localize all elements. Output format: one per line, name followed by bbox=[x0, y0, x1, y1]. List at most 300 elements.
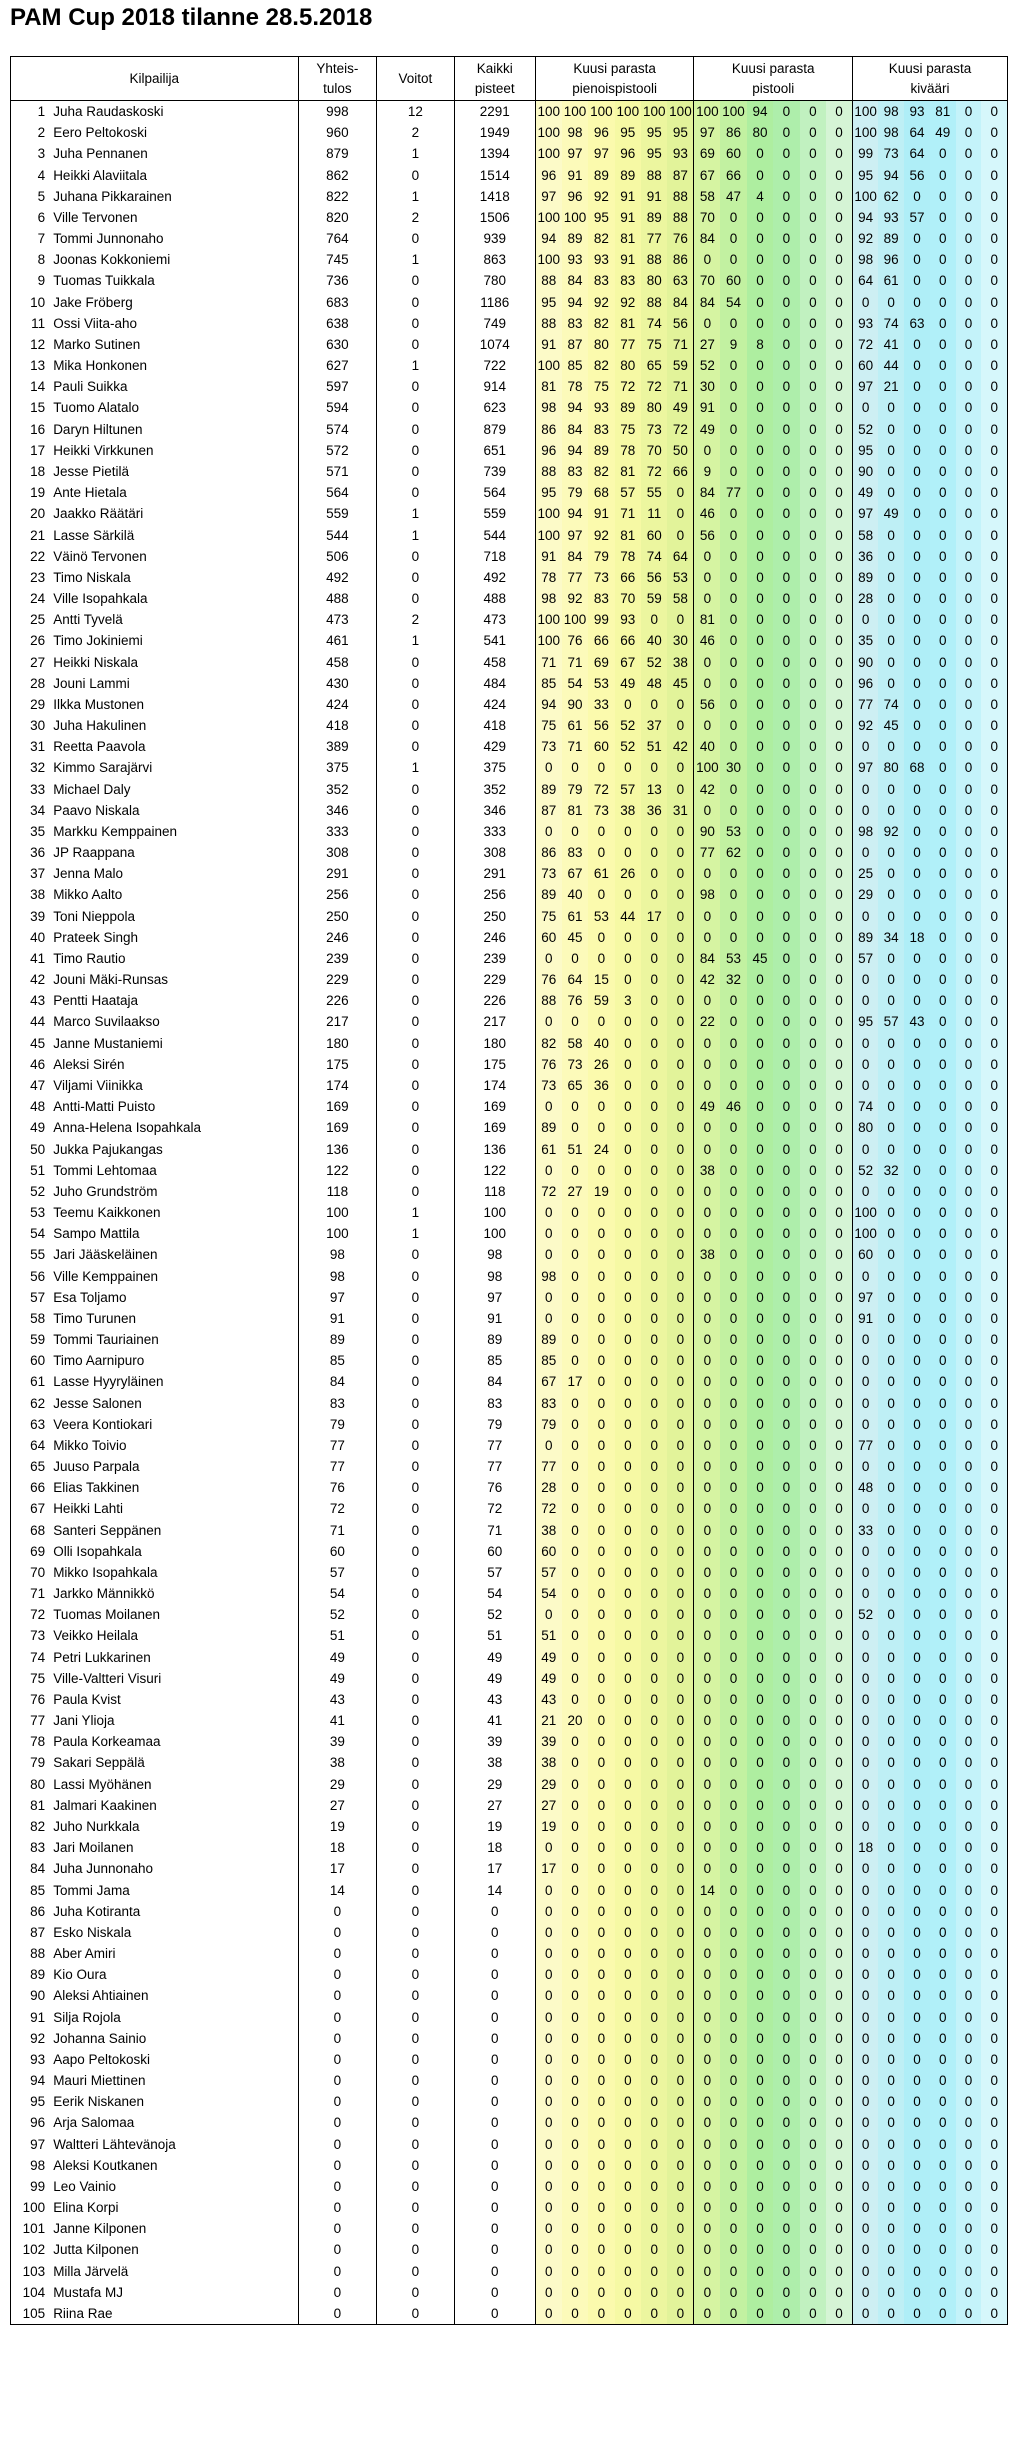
table-row bbox=[11, 2155, 1008, 2176]
rifle-score: 0 bbox=[956, 1498, 982, 1519]
pistol-score: 0 bbox=[747, 1138, 773, 1159]
pistol-score: 0 bbox=[773, 376, 799, 397]
table-row bbox=[11, 588, 1008, 609]
air-pistol-score: 89 bbox=[535, 1329, 561, 1350]
table-row bbox=[11, 1710, 1008, 1731]
wins-count: 0 bbox=[377, 1414, 454, 1435]
wins-count: 1 bbox=[377, 355, 454, 376]
rifle-score: 0 bbox=[930, 1414, 956, 1435]
total-score: 84 bbox=[298, 1371, 377, 1392]
pistol-score: 0 bbox=[747, 969, 773, 990]
rank-cell: 89 bbox=[11, 1964, 50, 1985]
air-pistol-score: 0 bbox=[588, 2218, 614, 2239]
rank-cell: 39 bbox=[11, 906, 50, 927]
pistol-score: 0 bbox=[694, 1265, 720, 1286]
air-pistol-score: 0 bbox=[588, 2197, 614, 2218]
rifle-score: 0 bbox=[853, 2112, 879, 2133]
air-pistol-score: 0 bbox=[562, 2006, 588, 2027]
pistol-score: 0 bbox=[800, 482, 826, 503]
rifle-score: 0 bbox=[904, 2218, 930, 2239]
air-pistol-score: 0 bbox=[667, 1689, 693, 1710]
competitor-name: Jake Fröberg bbox=[53, 294, 133, 310]
rank-cell: 100 bbox=[11, 2197, 50, 2218]
pistol-score: 0 bbox=[747, 503, 773, 524]
pistol-score: 0 bbox=[800, 461, 826, 482]
rifle-score: 0 bbox=[981, 2049, 1007, 2070]
rifle-score: 0 bbox=[904, 503, 930, 524]
air-pistol-score: 81 bbox=[615, 228, 641, 249]
pistol-score: 0 bbox=[826, 143, 852, 164]
rifle-score: 68 bbox=[904, 757, 930, 778]
air-pistol-score: 71 bbox=[615, 503, 641, 524]
rifle-score: 0 bbox=[904, 1456, 930, 1477]
competitor-name: Arja Salomaa bbox=[53, 2115, 135, 2131]
air-pistol-score: 89 bbox=[535, 884, 561, 905]
rifle-score: 0 bbox=[956, 1689, 982, 1710]
pistol-score: 0 bbox=[694, 313, 720, 334]
total-score: 89 bbox=[298, 1329, 377, 1350]
air-pistol-score: 87 bbox=[562, 334, 588, 355]
competitor-name: Lasse Hyyryläinen bbox=[53, 1374, 164, 1390]
rank-cell: 44 bbox=[11, 1011, 50, 1032]
air-pistol-score: 81 bbox=[615, 524, 641, 545]
air-pistol-score: 0 bbox=[562, 1901, 588, 1922]
rifle-score: 0 bbox=[956, 1096, 982, 1117]
rifle-score: 0 bbox=[956, 609, 982, 630]
competitor-name: Ville Tervonen bbox=[53, 209, 138, 225]
air-pistol-score: 0 bbox=[667, 1096, 693, 1117]
rifle-score: 0 bbox=[956, 1414, 982, 1435]
pistol-score: 0 bbox=[720, 2049, 746, 2070]
air-pistol-score: 0 bbox=[667, 1943, 693, 1964]
air-pistol-score: 0 bbox=[667, 927, 693, 948]
rifle-score: 0 bbox=[930, 1075, 956, 1096]
competitor-name: Paula Korkeamaa bbox=[53, 1734, 161, 1750]
rifle-score: 0 bbox=[956, 143, 982, 164]
air-pistol-score: 0 bbox=[667, 1456, 693, 1477]
header-all-points[interactable] bbox=[454, 57, 535, 101]
rifle-score: 0 bbox=[981, 1096, 1007, 1117]
competitor-name: Lasse Särkilä bbox=[53, 527, 135, 543]
wins-count: 0 bbox=[377, 546, 454, 567]
rifle-score: 0 bbox=[904, 1371, 930, 1392]
pistol-score: 0 bbox=[826, 292, 852, 313]
rifle-score: 0 bbox=[878, 779, 904, 800]
pistol-score: 100 bbox=[720, 101, 746, 123]
competitor-name: Jani Ylioja bbox=[53, 1713, 115, 1729]
air-pistol-score: 49 bbox=[535, 1668, 561, 1689]
pistol-score: 0 bbox=[747, 2261, 773, 2282]
pistol-score: 0 bbox=[720, 609, 746, 630]
rank-cell: 92 bbox=[11, 2028, 50, 2049]
all-points: 169 bbox=[454, 1117, 535, 1138]
pistol-score: 0 bbox=[800, 1308, 826, 1329]
air-pistol-score: 0 bbox=[615, 927, 641, 948]
pistol-score: 0 bbox=[826, 1943, 852, 1964]
pistol-score: 0 bbox=[826, 482, 852, 503]
competitor-name: Viljami Viinikka bbox=[53, 1077, 143, 1093]
rifle-score: 0 bbox=[981, 2197, 1007, 2218]
rifle-score: 0 bbox=[878, 2155, 904, 2176]
pistol-score: 0 bbox=[800, 969, 826, 990]
air-pistol-score: 0 bbox=[588, 2176, 614, 2197]
competitor-name: Reetta Paavola bbox=[53, 739, 146, 755]
pistol-score: 0 bbox=[826, 2239, 852, 2260]
pistol-score: 0 bbox=[694, 2028, 720, 2049]
table-row bbox=[11, 1752, 1008, 1773]
pistol-score: 0 bbox=[800, 1392, 826, 1413]
pistol-score: 0 bbox=[826, 1498, 852, 1519]
wins-count: 0 bbox=[377, 948, 454, 969]
pistol-score: 0 bbox=[747, 1922, 773, 1943]
air-pistol-score: 0 bbox=[588, 2155, 614, 2176]
rifle-score: 0 bbox=[956, 1541, 982, 1562]
competitor-name: Waltteri Lähtevänoja bbox=[53, 2136, 176, 2152]
competitor-name: Joonas Kokkoniemi bbox=[53, 252, 171, 268]
total-score: 0 bbox=[298, 2261, 377, 2282]
air-pistol-score: 0 bbox=[615, 1371, 641, 1392]
table-row bbox=[11, 715, 1008, 736]
rifle-score: 0 bbox=[904, 800, 930, 821]
pistol-score: 80 bbox=[747, 122, 773, 143]
rifle-score: 0 bbox=[904, 2049, 930, 2070]
air-pistol-score: 0 bbox=[641, 969, 667, 990]
pistol-score: 0 bbox=[773, 1244, 799, 1265]
rifle-score: 0 bbox=[930, 1244, 956, 1265]
total-score: 574 bbox=[298, 419, 377, 440]
pistol-score: 0 bbox=[800, 948, 826, 969]
all-points: 780 bbox=[454, 270, 535, 291]
competitor-name: Juho Grundström bbox=[53, 1183, 158, 1199]
air-pistol-score: 0 bbox=[615, 821, 641, 842]
air-pistol-score: 89 bbox=[615, 397, 641, 418]
air-pistol-score: 0 bbox=[667, 1414, 693, 1435]
air-pistol-score: 0 bbox=[588, 1329, 614, 1350]
pistol-score: 0 bbox=[694, 800, 720, 821]
pistol-score: 9 bbox=[694, 461, 720, 482]
air-pistol-score: 84 bbox=[562, 270, 588, 291]
rifle-score: 0 bbox=[930, 2134, 956, 2155]
rifle-score: 0 bbox=[956, 1054, 982, 1075]
air-pistol-score: 0 bbox=[535, 1837, 561, 1858]
competitor-name: Esko Niskala bbox=[53, 1924, 132, 1940]
air-pistol-score: 0 bbox=[615, 2091, 641, 2112]
wins-count: 0 bbox=[377, 2239, 454, 2260]
pistol-score: 0 bbox=[720, 630, 746, 651]
rifle-score: 0 bbox=[878, 1647, 904, 1668]
rifle-score: 0 bbox=[878, 1541, 904, 1562]
rifle-score: 0 bbox=[981, 1520, 1007, 1541]
air-pistol-score: 76 bbox=[562, 630, 588, 651]
rifle-score: 0 bbox=[981, 1435, 1007, 1456]
rifle-score: 0 bbox=[981, 143, 1007, 164]
air-pistol-score: 0 bbox=[615, 1456, 641, 1477]
pistol-score: 0 bbox=[826, 1901, 852, 1922]
rifle-score: 0 bbox=[981, 588, 1007, 609]
rifle-score: 0 bbox=[853, 2239, 879, 2260]
wins-count: 0 bbox=[377, 313, 454, 334]
rifle-score: 0 bbox=[904, 2028, 930, 2049]
air-pistol-score: 0 bbox=[641, 1265, 667, 1286]
rifle-score: 0 bbox=[904, 1075, 930, 1096]
rifle-score: 93 bbox=[878, 207, 904, 228]
rifle-score: 0 bbox=[878, 884, 904, 905]
air-pistol-score: 0 bbox=[562, 1350, 588, 1371]
wins-count: 0 bbox=[377, 1244, 454, 1265]
competitor-name: Juha Raudaskoski bbox=[53, 104, 164, 120]
all-points: 169 bbox=[454, 1096, 535, 1117]
pistol-score: 0 bbox=[694, 1202, 720, 1223]
pistol-score: 0 bbox=[694, 1541, 720, 1562]
rifle-score: 0 bbox=[878, 1350, 904, 1371]
table-row bbox=[11, 2282, 1008, 2303]
air-pistol-score: 0 bbox=[641, 1795, 667, 1816]
rank-cell: 80 bbox=[11, 1774, 50, 1795]
pistol-score: 0 bbox=[773, 630, 799, 651]
rifle-score: 0 bbox=[930, 1287, 956, 1308]
rifle-score: 57 bbox=[878, 1011, 904, 1032]
air-pistol-score: 100 bbox=[667, 101, 693, 123]
rank-cell: 47 bbox=[11, 1075, 50, 1096]
rifle-score: 0 bbox=[853, 1710, 879, 1731]
rifle-score: 0 bbox=[878, 1583, 904, 1604]
header-total[interactable] bbox=[298, 57, 377, 101]
pistol-score: 98 bbox=[694, 884, 720, 905]
air-pistol-score: 71 bbox=[562, 651, 588, 672]
rifle-score: 0 bbox=[904, 546, 930, 567]
air-pistol-score: 0 bbox=[615, 1075, 641, 1096]
air-pistol-score: 0 bbox=[641, 2006, 667, 2027]
air-pistol-score: 0 bbox=[641, 1287, 667, 1308]
air-pistol-score: 96 bbox=[615, 143, 641, 164]
rifle-score: 0 bbox=[930, 313, 956, 334]
pistol-score: 0 bbox=[826, 1265, 852, 1286]
rifle-score: 0 bbox=[904, 1138, 930, 1159]
air-pistol-score: 0 bbox=[588, 1901, 614, 1922]
header-wins[interactable] bbox=[377, 57, 454, 101]
rifle-score: 0 bbox=[930, 207, 956, 228]
air-pistol-score: 100 bbox=[535, 503, 561, 524]
pistol-score: 0 bbox=[773, 2239, 799, 2260]
all-points: 17 bbox=[454, 1858, 535, 1879]
rifle-score: 0 bbox=[930, 2070, 956, 2091]
pistol-score: 0 bbox=[773, 1117, 799, 1138]
competitor-name: Mustafa MJ bbox=[53, 2284, 123, 2300]
air-pistol-score: 27 bbox=[562, 1181, 588, 1202]
air-pistol-score: 0 bbox=[535, 1901, 561, 1922]
header-competitor[interactable] bbox=[11, 57, 299, 101]
table-row bbox=[11, 270, 1008, 291]
total-score: 627 bbox=[298, 355, 377, 376]
header-pistol[interactable] bbox=[694, 57, 853, 101]
air-pistol-score: 0 bbox=[615, 1096, 641, 1117]
competitor-name: Juha Hakulinen bbox=[53, 718, 147, 734]
rifle-score: 0 bbox=[981, 2091, 1007, 2112]
rifle-score: 0 bbox=[904, 2261, 930, 2282]
pistol-score: 0 bbox=[826, 694, 852, 715]
pistol-score: 0 bbox=[826, 1244, 852, 1265]
competitor-name: Janne Mustaniemi bbox=[53, 1035, 163, 1051]
pistol-score: 56 bbox=[694, 694, 720, 715]
table-row bbox=[11, 1625, 1008, 1646]
air-pistol-score: 51 bbox=[562, 1138, 588, 1159]
rank-cell: 91 bbox=[11, 2006, 50, 2027]
air-pistol-score: 0 bbox=[535, 1160, 561, 1181]
wins-count: 0 bbox=[377, 800, 454, 821]
header-air-pistol[interactable] bbox=[535, 57, 694, 101]
wins-count: 0 bbox=[377, 440, 454, 461]
rifle-score: 0 bbox=[981, 948, 1007, 969]
pistol-score: 0 bbox=[747, 419, 773, 440]
pistol-score: 0 bbox=[800, 715, 826, 736]
air-pistol-score: 96 bbox=[535, 440, 561, 461]
rifle-score: 0 bbox=[956, 2261, 982, 2282]
wins-count: 0 bbox=[377, 1816, 454, 1837]
rifle-score: 0 bbox=[853, 779, 879, 800]
pistol-score: 0 bbox=[800, 186, 826, 207]
header-rifle[interactable] bbox=[853, 57, 1008, 101]
all-points: 98 bbox=[454, 1265, 535, 1286]
air-pistol-score: 85 bbox=[535, 673, 561, 694]
rifle-score: 0 bbox=[904, 1964, 930, 1985]
pistol-score: 0 bbox=[747, 1414, 773, 1435]
total-score: 352 bbox=[298, 779, 377, 800]
pistol-score: 0 bbox=[694, 1795, 720, 1816]
rifle-score: 0 bbox=[956, 821, 982, 842]
pistol-score: 100 bbox=[694, 101, 720, 123]
air-pistol-score: 59 bbox=[588, 990, 614, 1011]
pistol-score: 0 bbox=[826, 1625, 852, 1646]
wins-count: 0 bbox=[377, 1371, 454, 1392]
total-score: 226 bbox=[298, 990, 377, 1011]
rifle-score: 0 bbox=[878, 1498, 904, 1519]
pistol-score: 0 bbox=[826, 821, 852, 842]
all-points: 97 bbox=[454, 1287, 535, 1308]
pistol-score: 0 bbox=[826, 2091, 852, 2112]
pistol-score: 0 bbox=[694, 2239, 720, 2260]
air-pistol-score: 93 bbox=[667, 143, 693, 164]
pistol-score: 0 bbox=[800, 2261, 826, 2282]
table-row bbox=[11, 800, 1008, 821]
air-pistol-score: 26 bbox=[615, 863, 641, 884]
wins-count: 0 bbox=[377, 2176, 454, 2197]
rifle-score: 0 bbox=[904, 863, 930, 884]
rifle-score: 0 bbox=[981, 1879, 1007, 1900]
air-pistol-score: 61 bbox=[535, 1138, 561, 1159]
table-row bbox=[11, 906, 1008, 927]
pistol-score: 0 bbox=[800, 524, 826, 545]
air-pistol-score: 0 bbox=[615, 2239, 641, 2260]
air-pistol-score: 90 bbox=[562, 694, 588, 715]
rifle-score: 0 bbox=[956, 482, 982, 503]
pistol-score: 0 bbox=[747, 2091, 773, 2112]
rifle-score: 64 bbox=[904, 122, 930, 143]
rifle-score: 0 bbox=[930, 1456, 956, 1477]
air-pistol-score: 0 bbox=[641, 2070, 667, 2091]
rifle-score: 60 bbox=[853, 1244, 879, 1265]
air-pistol-score: 3 bbox=[615, 990, 641, 1011]
air-pistol-score: 0 bbox=[562, 2239, 588, 2260]
pistol-score: 67 bbox=[694, 165, 720, 186]
competitor-name: Ossi Viita-aho bbox=[53, 315, 137, 331]
rifle-score: 0 bbox=[981, 800, 1007, 821]
air-pistol-score: 0 bbox=[588, 1308, 614, 1329]
air-pistol-score: 0 bbox=[535, 948, 561, 969]
rank-cell: 40 bbox=[11, 927, 50, 948]
rifle-score: 0 bbox=[930, 1752, 956, 1773]
air-pistol-score: 82 bbox=[588, 313, 614, 334]
pistol-score: 54 bbox=[720, 292, 746, 313]
competitor-name: Timo Niskala bbox=[53, 569, 131, 585]
pistol-score: 0 bbox=[720, 906, 746, 927]
rifle-score: 0 bbox=[956, 2197, 982, 2218]
air-pistol-score: 0 bbox=[588, 1371, 614, 1392]
rifle-score: 100 bbox=[853, 1223, 879, 1244]
air-pistol-score: 94 bbox=[535, 228, 561, 249]
all-points: 914 bbox=[454, 376, 535, 397]
air-pistol-score: 58 bbox=[562, 1033, 588, 1054]
air-pistol-score: 78 bbox=[615, 546, 641, 567]
table-row bbox=[11, 1350, 1008, 1371]
pistol-score: 46 bbox=[720, 1096, 746, 1117]
pistol-score: 0 bbox=[720, 715, 746, 736]
rifle-score: 0 bbox=[853, 1033, 879, 1054]
pistol-score: 0 bbox=[694, 1964, 720, 1985]
wins-count: 1 bbox=[377, 1202, 454, 1223]
pistol-score: 0 bbox=[800, 101, 826, 123]
rifle-score: 0 bbox=[904, 1033, 930, 1054]
rifle-score: 0 bbox=[878, 948, 904, 969]
pistol-score: 0 bbox=[800, 1456, 826, 1477]
pistol-score: 0 bbox=[800, 165, 826, 186]
table-row bbox=[11, 779, 1008, 800]
air-pistol-score: 0 bbox=[615, 1541, 641, 1562]
rifle-score: 56 bbox=[904, 165, 930, 186]
wins-count: 0 bbox=[377, 1520, 454, 1541]
pistol-score: 0 bbox=[720, 1287, 746, 1308]
pistol-score: 0 bbox=[826, 990, 852, 1011]
pistol-score: 0 bbox=[773, 1223, 799, 1244]
air-pistol-score: 0 bbox=[562, 1837, 588, 1858]
air-pistol-score: 0 bbox=[667, 1625, 693, 1646]
table-row bbox=[11, 1837, 1008, 1858]
header-total-line1: Yhteis- bbox=[316, 60, 359, 76]
rifle-score: 0 bbox=[904, 609, 930, 630]
pistol-score: 0 bbox=[773, 990, 799, 1011]
rifle-score: 36 bbox=[853, 546, 879, 567]
table-row bbox=[11, 1795, 1008, 1816]
air-pistol-score: 0 bbox=[667, 2091, 693, 2112]
pistol-score: 0 bbox=[826, 419, 852, 440]
rifle-score: 0 bbox=[956, 1562, 982, 1583]
pistol-score: 0 bbox=[747, 1562, 773, 1583]
pistol-score: 0 bbox=[720, 2282, 746, 2303]
rifle-score: 0 bbox=[930, 1922, 956, 1943]
air-pistol-score: 0 bbox=[562, 1287, 588, 1308]
air-pistol-score: 0 bbox=[667, 609, 693, 630]
pistol-score: 0 bbox=[773, 651, 799, 672]
competitor-name: Marco Suvilaakso bbox=[53, 1014, 160, 1030]
wins-count: 1 bbox=[377, 503, 454, 524]
pistol-score: 0 bbox=[826, 2303, 852, 2325]
pistol-score: 0 bbox=[800, 1350, 826, 1371]
total-score: 879 bbox=[298, 143, 377, 164]
table-row bbox=[11, 969, 1008, 990]
air-pistol-score: 0 bbox=[588, 1477, 614, 1498]
table-row bbox=[11, 2049, 1008, 2070]
rifle-score: 0 bbox=[956, 1583, 982, 1604]
air-pistol-score: 88 bbox=[535, 313, 561, 334]
